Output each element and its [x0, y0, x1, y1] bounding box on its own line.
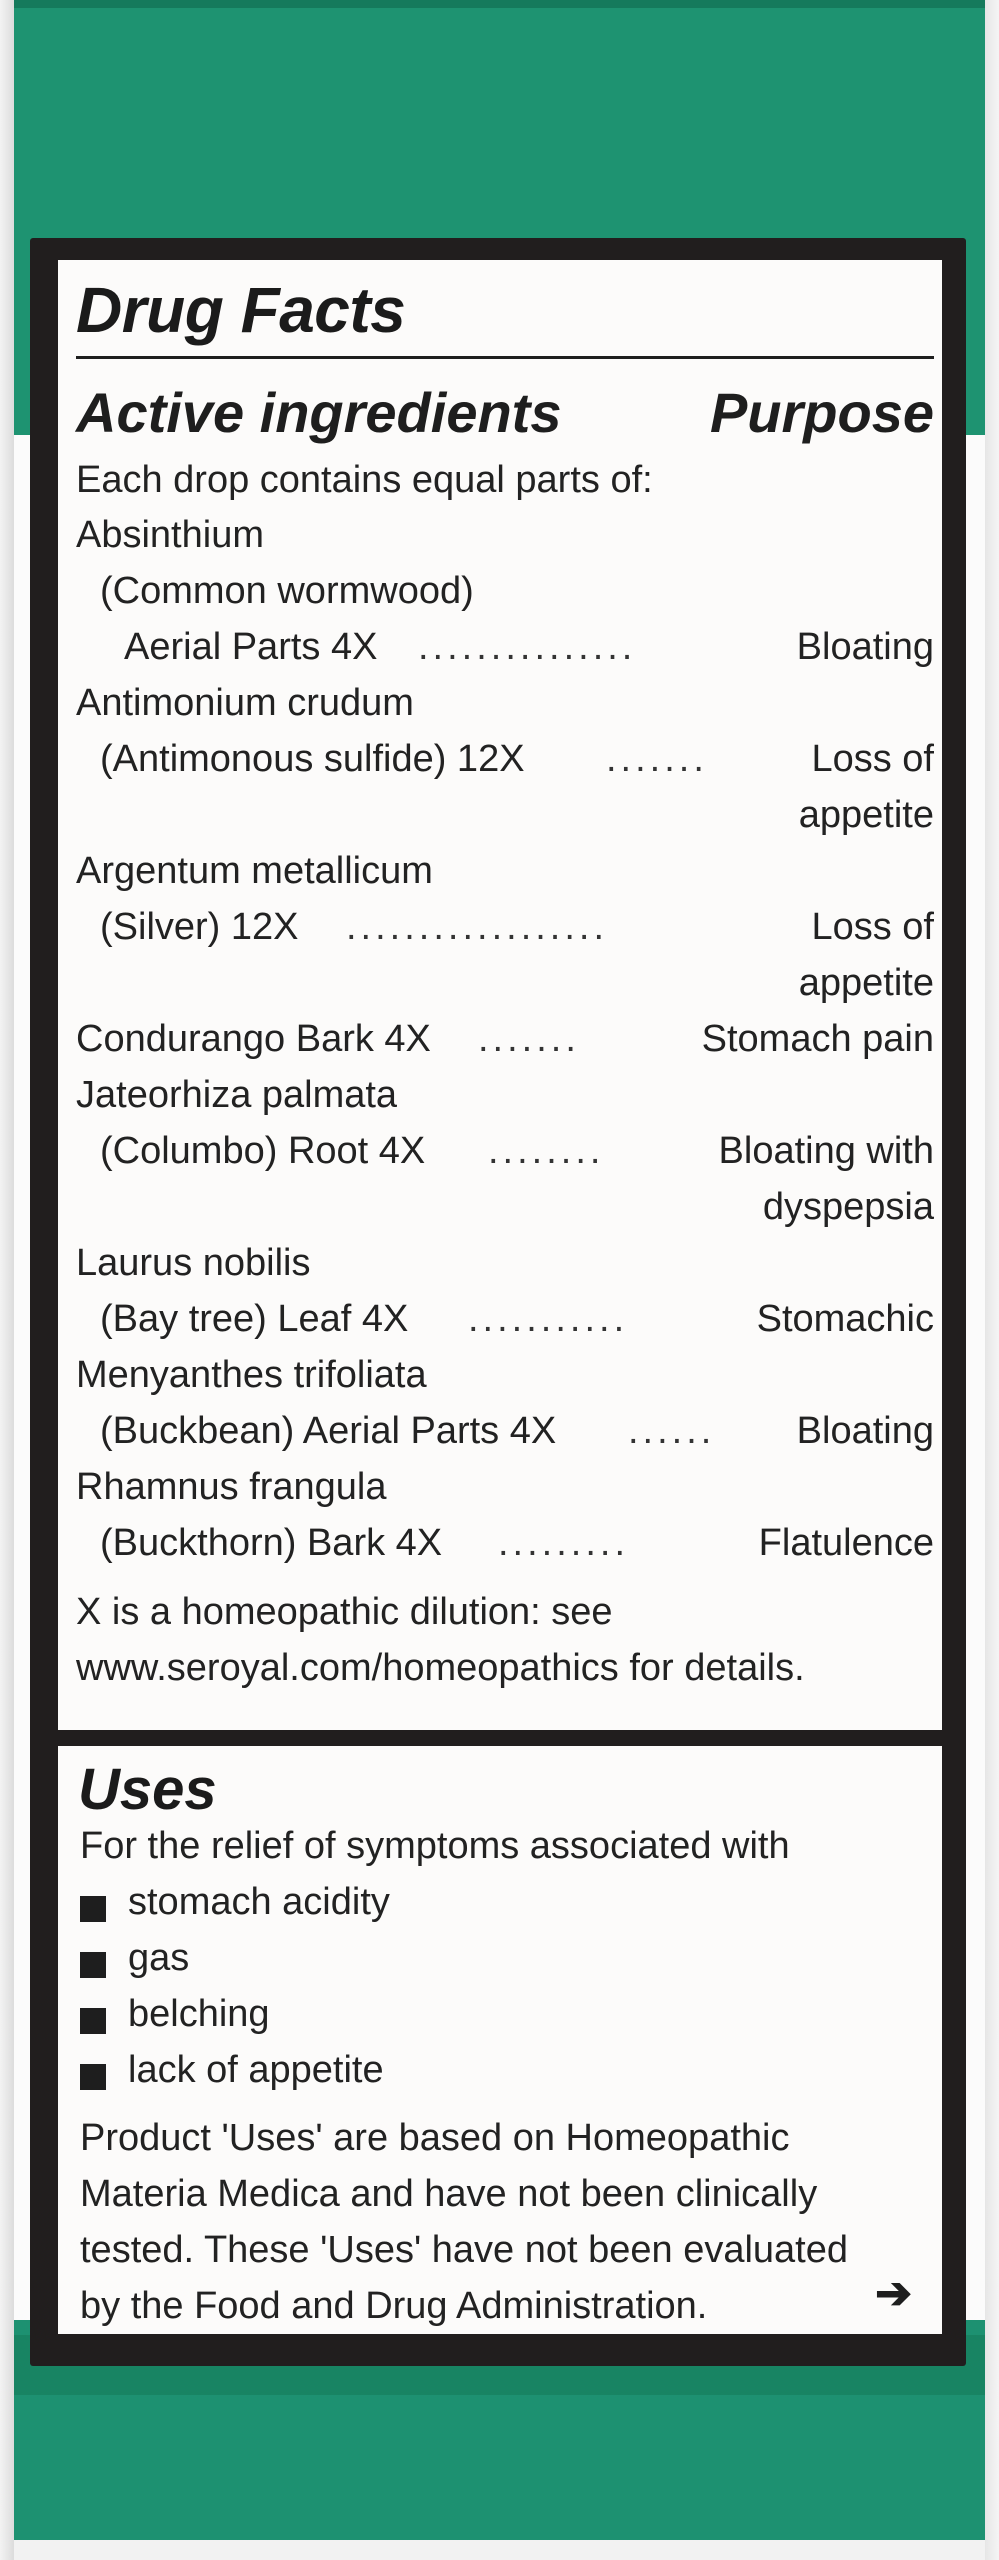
ingredient-name: Argentum metallicum [76, 850, 433, 892]
uses-title: Uses [78, 1757, 217, 1822]
ingredient-purpose: Flatulence [758, 1522, 934, 1564]
ingredient-detail: (Buckbean) Aerial Parts 4X [100, 1410, 557, 1452]
leader-dots: ...... [628, 1410, 716, 1452]
leader-dots: ......... [498, 1522, 630, 1564]
ingredient-detail: (Antimonous sulfide) 12X [100, 738, 525, 780]
dilution-note-link: www.seroyal.com/homeopathics for details. [76, 1647, 805, 1689]
leader-dots: ....... [606, 738, 708, 780]
bullet-square-icon [80, 2064, 106, 2090]
active-ingredients-section [58, 260, 942, 1730]
ingredient-name: Absinthium [76, 514, 264, 556]
ingredient-name: Menyanthes trifoliata [76, 1354, 427, 1396]
uses-disclaimer: Materia Medica and have not been clinically [80, 2173, 818, 2215]
ingredient-purpose: Loss of [811, 738, 934, 780]
active-ingredients-heading: Active ingredients [76, 381, 562, 444]
ingredient-detail: (Buckthorn) Bark 4X [100, 1522, 443, 1564]
ingredient-detail: (Columbo) Root 4X [100, 1130, 426, 1172]
uses-item: lack of appetite [128, 2049, 384, 2091]
uses-disclaimer: Product 'Uses' are based on Homeopathic [80, 2117, 790, 2159]
ingredient-purpose: Stomach pain [701, 1018, 934, 1060]
leader-dots: ............... [418, 626, 637, 668]
bullet-square-icon [80, 1952, 106, 1978]
package-bottom-edge [12, 2540, 992, 2560]
package-left-edge [0, 0, 14, 2560]
ingredient-purpose: Loss of [811, 906, 934, 948]
package-right-edge [985, 0, 999, 2560]
ingredient-purpose: Bloating [796, 626, 934, 668]
leader-dots: .................. [346, 906, 609, 948]
ingredient-purpose-cont: appetite [798, 794, 934, 836]
ingredient-name: Condurango Bark 4X [76, 1018, 431, 1060]
package-top-edge [12, 0, 992, 8]
ingredients-header [76, 382, 934, 446]
ingredient-purpose: Bloating with [718, 1130, 934, 1172]
leader-dots: ........ [488, 1130, 605, 1172]
ingredient-name: Rhamnus frangula [76, 1466, 387, 1508]
drug-facts-title: Drug Facts [76, 274, 406, 346]
ingredient-purpose: Stomachic [756, 1298, 934, 1340]
ingredient-purpose-cont: dyspepsia [762, 1186, 934, 1228]
bullet-square-icon [80, 1896, 106, 1922]
dilution-note: X is a homeopathic dilution: see [76, 1591, 613, 1633]
uses-section [58, 1746, 942, 2334]
uses-item: belching [128, 1993, 270, 2035]
ingredient-purpose: Bloating [796, 1410, 934, 1452]
uses-item: gas [128, 1937, 190, 1979]
leader-dots: ........... [468, 1298, 629, 1340]
leader-dots: ....... [478, 1018, 580, 1060]
uses-disclaimer: by the Food and Drug Administration. [80, 2285, 708, 2327]
purpose-heading: Purpose [709, 381, 934, 444]
ingredient-name: Antimonium crudum [76, 682, 414, 724]
uses-disclaimer: tested. These 'Uses' have not been evaluated [80, 2229, 848, 2271]
ingredient-name: Jateorhiza palmata [76, 1074, 398, 1116]
ingredient-detail: Aerial Parts 4X [124, 626, 378, 668]
ingredient-purpose-cont: appetite [798, 962, 934, 1004]
ingredient-detail: (Common wormwood) [100, 570, 474, 612]
arrow-right-icon: ➔ [875, 2269, 912, 2318]
bullet-square-icon [80, 2008, 106, 2034]
title-rule [76, 356, 934, 359]
ingredient-name: Laurus nobilis [76, 1242, 311, 1284]
ingredient-detail: (Bay tree) Leaf 4X [100, 1298, 409, 1340]
ingredient-detail: (Silver) 12X [100, 906, 299, 948]
uses-item: stomach acidity [128, 1881, 390, 1923]
ingredients-intro: Each drop contains equal parts of: [76, 459, 653, 501]
uses-intro: For the relief of symptoms associated with [80, 1825, 790, 1867]
drug-facts-panel [30, 238, 966, 2366]
